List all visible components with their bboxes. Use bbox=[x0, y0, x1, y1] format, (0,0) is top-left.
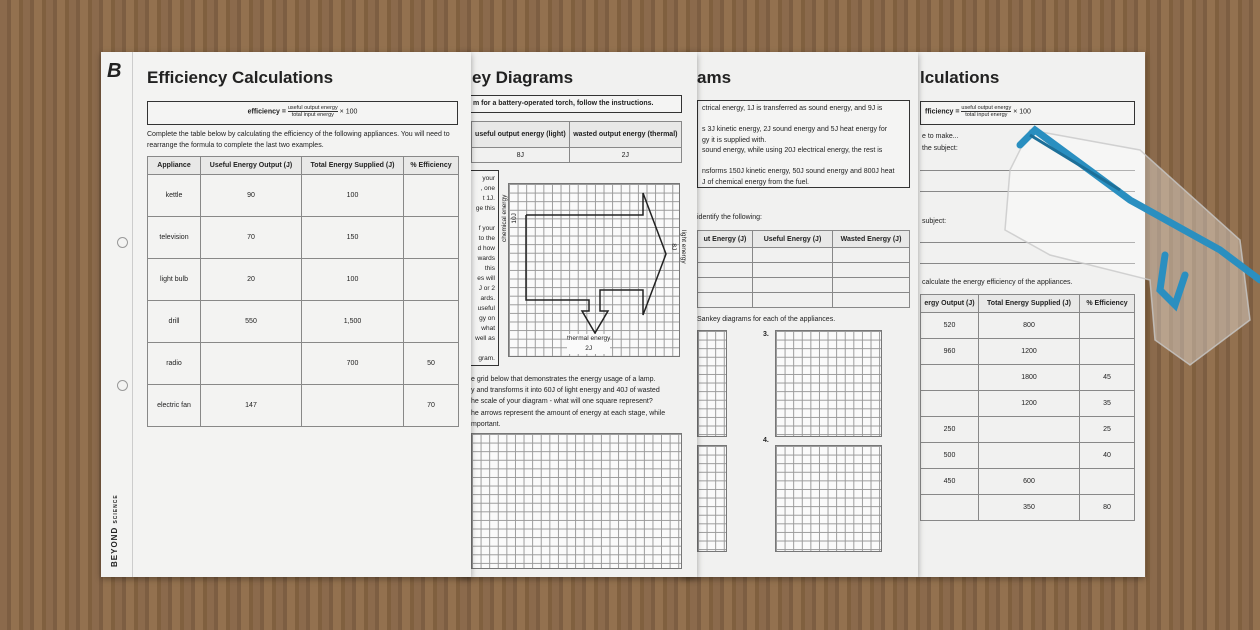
scenario-line: J of chemical energy from the fuel. bbox=[702, 178, 809, 186]
task-line: he arrows represent the amount of energy at each stage, while bbox=[471, 409, 666, 417]
cell: 90 bbox=[201, 175, 302, 217]
cell: 2J bbox=[569, 148, 681, 163]
cell[interactable] bbox=[404, 259, 459, 301]
worksheet-page-2 bbox=[460, 52, 697, 577]
efficiency-table bbox=[147, 156, 459, 427]
step-line: ge this bbox=[475, 205, 495, 212]
col-header: Appliance bbox=[148, 157, 201, 175]
instruction: Sankey diagrams for each of the appliances. bbox=[697, 316, 836, 323]
cell: 250 bbox=[921, 417, 979, 443]
step-line: this bbox=[484, 265, 495, 272]
task-line: he scale of your diagram - what will one square represent? bbox=[471, 398, 653, 406]
cell[interactable] bbox=[302, 385, 404, 427]
item-number: 4. bbox=[763, 437, 769, 444]
cell: television bbox=[148, 217, 201, 259]
task-line: e grid below that demonstrates the energy usage of a lamp. bbox=[471, 376, 656, 383]
step-line: , one bbox=[480, 185, 495, 192]
cell[interactable] bbox=[698, 293, 753, 308]
task-line: mportant. bbox=[471, 420, 501, 428]
cell[interactable] bbox=[753, 293, 833, 308]
formula-rhs: × 100 bbox=[1013, 108, 1031, 116]
cell: 20 bbox=[201, 259, 302, 301]
cell: 147 bbox=[201, 385, 302, 427]
step-line: your bbox=[482, 175, 495, 182]
output-label: light energy 8J bbox=[670, 230, 687, 264]
step-line: well as bbox=[475, 335, 495, 342]
scenario-line: ctrical energy, 1J is transferred as sound energy, and 9J is bbox=[702, 105, 883, 112]
cell: drill bbox=[148, 301, 201, 343]
table-row bbox=[148, 217, 459, 259]
cell[interactable] bbox=[753, 248, 833, 263]
col-header: useful output energy (light) bbox=[472, 122, 570, 148]
cell: 25 bbox=[1080, 417, 1135, 443]
cell[interactable] bbox=[404, 217, 459, 259]
scenario-line bbox=[702, 157, 905, 168]
cell: kettle bbox=[148, 175, 201, 217]
cell: 700 bbox=[302, 343, 404, 385]
scenario-line: gy it is supplied with. bbox=[702, 136, 767, 144]
step-line: d how bbox=[477, 245, 495, 252]
table-row bbox=[921, 391, 1135, 417]
step-line: f your bbox=[478, 225, 495, 232]
cell: 1200 bbox=[979, 339, 1080, 365]
item-number: 3. bbox=[763, 331, 769, 338]
formula-fraction bbox=[288, 105, 338, 118]
brand: BEYOND SCIENCE bbox=[110, 494, 119, 567]
sankey-arrow bbox=[508, 183, 680, 357]
formula-lhs: efficiency = bbox=[247, 108, 286, 116]
waste-label: thermal energy 2J bbox=[567, 335, 611, 352]
cell: 35 bbox=[1080, 391, 1135, 417]
cell: 960 bbox=[921, 339, 979, 365]
cell: 80 bbox=[1080, 495, 1135, 521]
instruction-box: m for a battery-operated torch, follow the instructions. bbox=[468, 95, 682, 113]
sankey-grid[interactable] bbox=[775, 445, 882, 552]
cell[interactable] bbox=[979, 443, 1080, 469]
cell: 450 bbox=[921, 469, 979, 495]
table-row bbox=[148, 301, 459, 343]
cell[interactable] bbox=[833, 293, 910, 308]
cell[interactable] bbox=[921, 495, 979, 521]
table-row bbox=[921, 495, 1135, 521]
formula-box bbox=[147, 101, 458, 125]
cell: 600 bbox=[979, 469, 1080, 495]
step-line: useful bbox=[477, 305, 495, 312]
cell: 100 bbox=[302, 259, 404, 301]
cell: 520 bbox=[921, 313, 979, 339]
col-header: wasted output energy (thermal) bbox=[569, 122, 681, 148]
scenario-line: s 3J kinetic energy, 2J sound energy and 5J heat energy for bbox=[702, 126, 888, 133]
cell: 100 bbox=[302, 175, 404, 217]
scenario-line: sound energy, while using 20J electrical energy, the rest is bbox=[702, 147, 883, 154]
prompt: the subject: bbox=[922, 145, 958, 152]
cell: 550 bbox=[201, 301, 302, 343]
cell: 40 bbox=[1080, 443, 1135, 469]
col-header: Wasted Energy (J) bbox=[833, 231, 910, 248]
cell: electric fan bbox=[148, 385, 201, 427]
cell[interactable] bbox=[404, 175, 459, 217]
logo: B bbox=[107, 60, 122, 82]
page-title: Efficiency Calculations bbox=[147, 68, 334, 87]
cell: light bulb bbox=[148, 259, 201, 301]
prompt: subject: bbox=[922, 218, 947, 225]
table-row bbox=[148, 343, 459, 385]
step-line: what bbox=[481, 325, 495, 332]
sankey-grid[interactable] bbox=[775, 330, 882, 437]
table-row bbox=[148, 385, 459, 427]
cell[interactable] bbox=[921, 391, 979, 417]
sankey-grid[interactable] bbox=[697, 330, 727, 437]
col-header: % Efficiency bbox=[1080, 295, 1135, 313]
cell[interactable] bbox=[698, 278, 753, 293]
cell: 70 bbox=[404, 385, 459, 427]
denominator: total input energy bbox=[291, 112, 334, 119]
cell[interactable] bbox=[698, 263, 753, 278]
cell: 350 bbox=[979, 495, 1080, 521]
step-line: to the bbox=[478, 235, 495, 242]
numerator: useful output energy bbox=[287, 105, 338, 111]
table-row bbox=[148, 259, 459, 301]
col-header: ergy Output (J) bbox=[921, 295, 979, 313]
cell: 500 bbox=[921, 443, 979, 469]
cell[interactable] bbox=[753, 278, 833, 293]
table-row bbox=[921, 469, 1135, 495]
step-line: ards. bbox=[480, 295, 495, 302]
cell: 150 bbox=[302, 217, 404, 259]
cell[interactable] bbox=[753, 263, 833, 278]
worksheet-page-1 bbox=[101, 52, 471, 577]
safety-glasses bbox=[990, 90, 1260, 380]
cell: 1800 bbox=[979, 365, 1080, 391]
table-row bbox=[148, 175, 459, 217]
instruction: calculate the energy efficiency of the appliances. bbox=[922, 279, 1073, 286]
step-line: gram. bbox=[478, 355, 495, 362]
prompt: e to make... bbox=[922, 133, 959, 140]
col-header: Useful Energy (J) bbox=[753, 231, 833, 248]
torch-table bbox=[471, 121, 682, 163]
page-title: ams bbox=[697, 68, 732, 87]
cell: radio bbox=[148, 343, 201, 385]
scenario-line: nsforms 150J kinetic energy, 50J sound energy and 800J heat bbox=[702, 168, 895, 175]
instructions: Complete the table below by calculating the efficiency of the following appliances. You will need to rearrange the formula to complete the last two examples. bbox=[147, 131, 450, 149]
cell[interactable] bbox=[201, 343, 302, 385]
col-header: Total Energy Supplied (J) bbox=[302, 157, 404, 175]
formula-rhs: × 100 bbox=[339, 108, 358, 116]
input-label: chemical energy 10J bbox=[501, 194, 518, 242]
page-title: ey Diagrams bbox=[472, 68, 574, 87]
col-header: ut Energy (J) bbox=[698, 231, 753, 248]
lamp-grid[interactable] bbox=[471, 433, 682, 569]
cell: 50 bbox=[404, 343, 459, 385]
cell: 1200 bbox=[979, 391, 1080, 417]
cell: 45 bbox=[1080, 365, 1135, 391]
step-line: wards bbox=[477, 255, 495, 262]
sankey-grid[interactable] bbox=[697, 445, 727, 552]
cell[interactable] bbox=[833, 278, 910, 293]
step-line: es will bbox=[477, 275, 495, 282]
worksheet-page-3 bbox=[680, 52, 918, 577]
cell: 1,500 bbox=[302, 301, 404, 343]
cell[interactable] bbox=[921, 365, 979, 391]
cell: 8J bbox=[472, 148, 570, 163]
step-line: t 1J. bbox=[482, 195, 495, 202]
col-header: Total Energy Supplied (J) bbox=[979, 295, 1080, 313]
step-line: J or 2 bbox=[478, 285, 495, 292]
instruction: identify the following: bbox=[697, 214, 762, 221]
table-row bbox=[921, 417, 1135, 443]
step-line: gy on bbox=[479, 315, 495, 322]
denominator: total input energy bbox=[965, 112, 1008, 119]
col-header: Useful Energy Output (J) bbox=[201, 157, 302, 175]
cell[interactable] bbox=[404, 301, 459, 343]
numerator: useful output energy bbox=[961, 105, 1012, 111]
punch-hole bbox=[117, 380, 128, 391]
punch-hole bbox=[117, 237, 128, 248]
cell[interactable] bbox=[979, 417, 1080, 443]
table-row bbox=[921, 443, 1135, 469]
task-line: y and transforms it into 60J of light energy and 40J of wasted bbox=[471, 387, 660, 395]
energy-table bbox=[697, 230, 910, 308]
formula-lhs: fficiency = bbox=[925, 108, 960, 116]
cell: 70 bbox=[201, 217, 302, 259]
cell[interactable] bbox=[833, 248, 910, 263]
col-header: % Efficiency bbox=[404, 157, 459, 175]
cell: 800 bbox=[979, 313, 1080, 339]
task-text bbox=[471, 374, 665, 430]
cell[interactable] bbox=[833, 263, 910, 278]
scenario-box bbox=[697, 100, 910, 188]
scenario-line bbox=[702, 115, 905, 126]
cell[interactable] bbox=[698, 248, 753, 263]
page-title: lculations bbox=[920, 68, 1000, 87]
cell[interactable] bbox=[1080, 469, 1135, 495]
